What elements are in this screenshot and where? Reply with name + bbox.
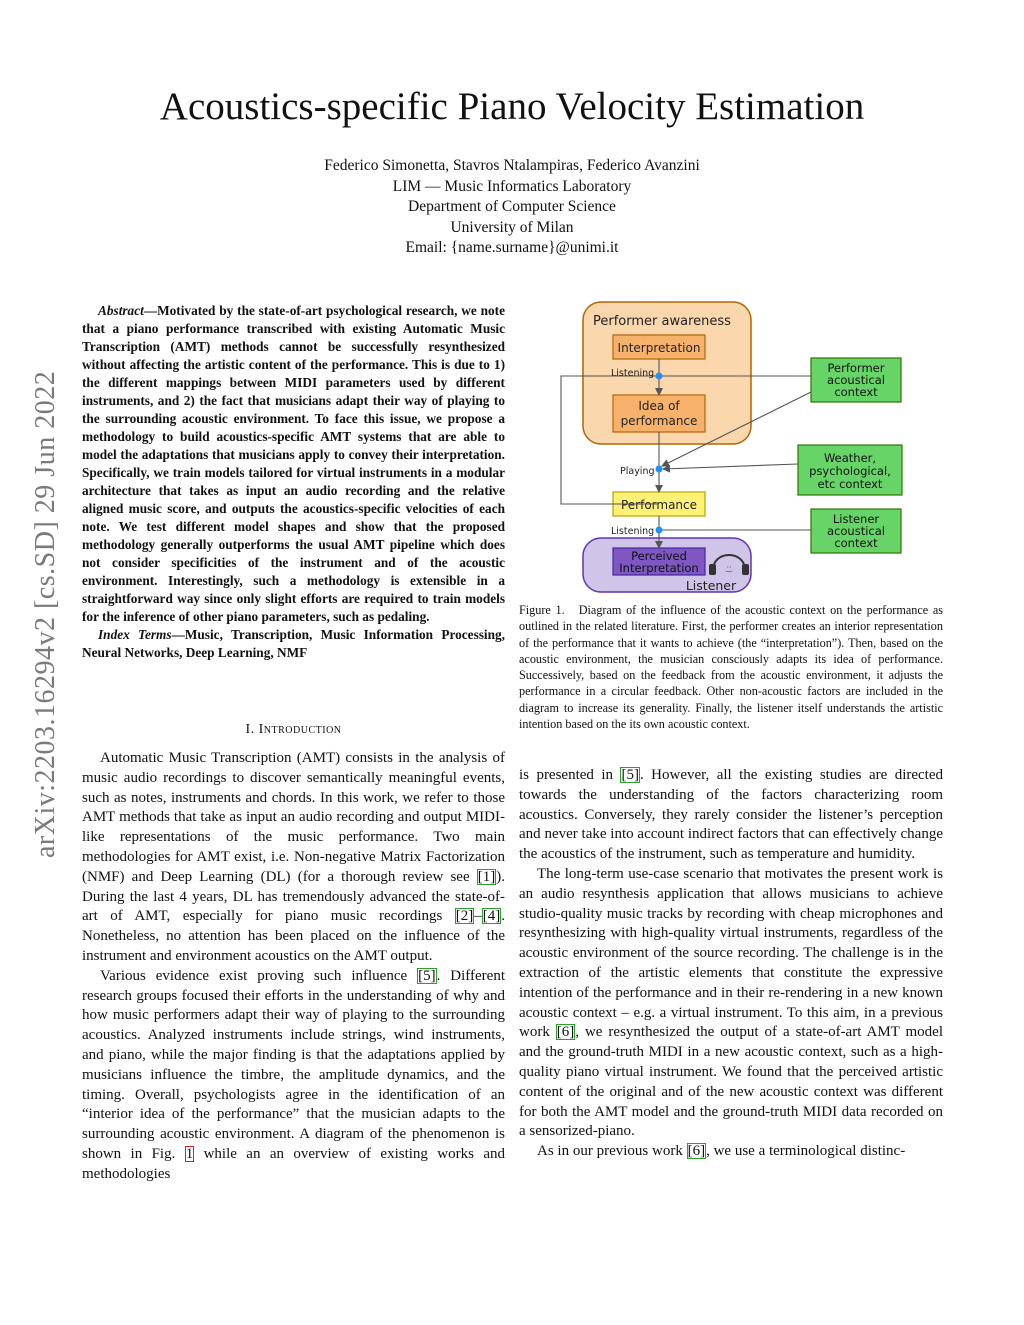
- section-number: I.: [245, 722, 255, 737]
- idea-label-line2: performance: [620, 414, 698, 428]
- weather-line2: psychological,: [809, 464, 891, 478]
- intro-paragraph-2: Various evidence exist proving such influence [5]. Different research groups focused their efforts in the understanding of why and how music performers adapt their way of playing to the surrounding acoustics. Analyzed instruments include strings, wind instruments, and piano, while the major finding is that the adaptations applied by musicians influence the timbre, the amplitude dynamics, and the timing. Overall, psychologists agree in the identification of an “interior idea of the performance” that the musician adapts to the surrounding acoustic environment. A diagram of the phenomenon is shown in Fig. 1 while an an overview of existing works and methodologies: [82, 967, 506, 1182]
- abstract-paragraph: [82, 302, 505, 626]
- performer-ctx-line2: acoustical: [827, 373, 885, 387]
- interpretation-label: Interpretation: [617, 341, 701, 355]
- figure-link[interactable]: 1: [185, 1145, 194, 1162]
- weather-line3: etc context: [817, 477, 883, 491]
- listener-label: Listener: [685, 578, 737, 593]
- section-title: Introduction: [258, 722, 342, 737]
- idea-label-line1: Idea of: [638, 399, 680, 413]
- playing-label: Playing: [620, 466, 655, 477]
- citation-link[interactable]: [5]: [621, 767, 639, 783]
- weather-line1: Weather,: [823, 451, 877, 465]
- citation-link[interactable]: [4]: [482, 908, 501, 925]
- right-paragraph-2: The long-term use-case scenario that motivates the present work is an audio resynthesis application that allows musicians to achieve studio-quality music tracks by recording with cheap microphones and resynthesizing with high-quality virtual instruments, regardless of the acoustic environment of the source recording. The challenge is in the extraction of the artistic elements that constitute the expressive intention of the performance and in their re-rendering in a new known acoustic context – e.g. a virtual instrument. To this aim, in a previous work [6], we resynthesized the output of a state-of-art AMT model and the ground-truth MIDI in a new acoustic context, such as a high-quality piano virtual instrument. We found that the perceived artistic content of the original and of the new acoustic context was different for both the AMT model and the ground-truth MIDI data recorded on a sensorized-piano.: [519, 865, 943, 1140]
- svg-text:·͜·: ·͜·: [726, 563, 732, 572]
- right-paragraph-1: is presented in [5]. However, all the existing studies are directed towards the understanding of the factors characterizing room acoustics. Conversely, they rarely consider the listener’s perception and never take into account indirect factors that can effectively change the acoustics of the instrument, such as temperature and humidity.: [519, 767, 943, 863]
- listener-ctx-line1: Listener: [832, 512, 880, 526]
- author-names: Federico Simonetta, Stavros Ntalampiras, Federico Avanzini: [324, 157, 700, 174]
- paper-title: Acoustics-specific Piano Velocity Estimation: [159, 85, 865, 128]
- affiliation-line: Department of Computer Science: [408, 198, 616, 215]
- intro-paragraph-1: Automatic Music Transcription (AMT) consists in the analysis of music audio recordings to discover semantically meaningful events, such as notes, instruments and chords. In this work, we refer to those AMT methods that take as input an audio recording and output MIDI-like representations of the music performance. Two main methodologies for AMT exist, i.e. Non-negative Matrix Factorization (NMF) and Deep Learning (DL) (for a thorough review see [1]). During the last 4 years, DL has tremendously advanced the state-of-art of AMT, especially for piano music recordings [2]–[4]. Nonetheless, no attention has been placed on the influence of the instrument and environment acoustics on the AMT output.: [82, 750, 505, 964]
- citation-link[interactable]: [5]: [418, 967, 436, 984]
- caption-text: Diagram of the influence of the acoustic context on the performance as outlined in the related literature. First, the performer creates an interior representation of the performance that it wants to achieve (the “interpretation”). Then, based on the acoustic environment, the musician consciously adapts its idea of performance. Successively, based on the feedback from the acoustic environment, it adjusts the performance in a circular feedback. Other non-acoustic factors are included in the diagram to increase its generality. Finally, the listener itself understands the artistic intention based on the its own acoustic context.: [519, 603, 943, 732]
- right-paragraph-3: As in our previous work [6], we use a terminological distinc-: [537, 1143, 906, 1160]
- left-column-body: [82, 749, 505, 1185]
- listening-top-dot: [656, 373, 663, 380]
- affiliation-line: LIM — Music Informatics Laboratory: [392, 177, 632, 195]
- index-terms: [82, 626, 505, 662]
- figure-1-diagram: [555, 298, 915, 598]
- performer-ctx-line1: Performer: [827, 361, 885, 375]
- perceived-label-line1: Perceived: [631, 549, 687, 563]
- listening-top-label: Listening: [611, 368, 655, 379]
- performer-ctx-line3: context: [834, 385, 878, 399]
- listening-bottom-label: Listening: [611, 526, 655, 537]
- citation-link[interactable]: [6]: [556, 1024, 575, 1041]
- caption-label: Figure 1.: [519, 603, 565, 617]
- arxiv-stamp: arXiv:2203.16294v2 [cs.SD] 29 Jun 2022: [30, 370, 61, 858]
- affiliation-line: University of Milan: [450, 218, 574, 236]
- performance-label: Performance: [620, 498, 698, 512]
- citation-link[interactable]: [2]: [455, 908, 474, 925]
- playing-dot: [656, 466, 663, 473]
- abstract-text: —Motivated by the state-of-art psychological research, we note that a piano performance transcribed with existing Automatic Music Transcription (AMT) methods cannot be successfully resynthesized without affecting the artistic content of the performance. This is due to 1) the different mappings between MIDI parameters used by different instruments, and 2) the fact that musicians adapt their way of playing to the surrounding acoustic environment. To face this issue, we propose a methodology to build acoustics-specific AMT systems that are able to model the adaptations that musicians apply to convey their interpretation. Specifically, we train models tailored for virtual instruments in a modular architecture that takes as input an audio recording and the relative aligned music score, and outputs the acoustics-specific velocities of each note. We test different model shapes and show that the proposed methodology generally outperforms the usual AMT pipeline which does not consider specificities of the instrument and of the acoustic environment. Interestingly, such a methodology is extensible in a straightforward way since only slight efforts are required to train models for the inference of other piano parameters, such as pedaling.: [82, 303, 505, 624]
- performer-awareness-label: Performer awareness: [593, 314, 731, 329]
- citation-link[interactable]: [1]: [477, 868, 496, 885]
- index-terms-label: Index Terms: [98, 627, 172, 642]
- section-heading: [82, 722, 505, 738]
- index-terms-text: —Music, Transcription, Music Information Processing, Neural Networks, Deep Learning, NMF: [82, 627, 505, 660]
- listener-ctx-line3: context: [834, 536, 878, 550]
- listener-ctx-line2: acoustical: [827, 524, 885, 538]
- figure-1-caption: [519, 602, 943, 732]
- abstract-label: Abstract: [98, 303, 144, 318]
- citation-link[interactable]: [6]: [687, 1143, 706, 1160]
- right-column-body: [519, 766, 943, 1162]
- perceived-label-line2: Interpretation: [619, 561, 699, 575]
- listening-bottom-dot: [656, 527, 663, 534]
- abstract: [82, 302, 505, 662]
- author-block: [0, 156, 1024, 259]
- email-line: Email: {name.surname}@unimi.it: [405, 239, 619, 256]
